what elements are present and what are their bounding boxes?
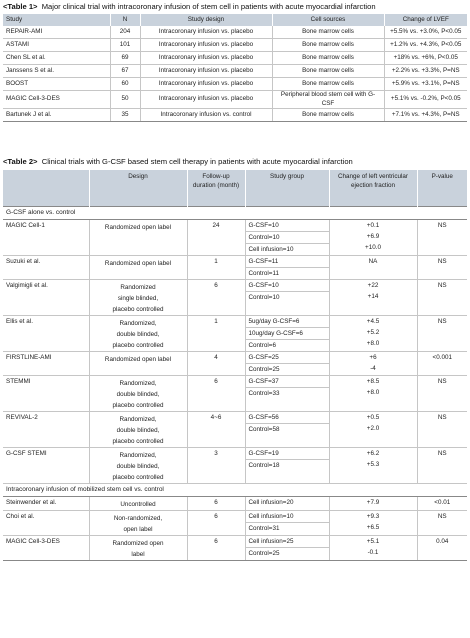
- table1: [3, 14, 467, 122]
- table-row: [3, 376, 467, 412]
- design-cell: [89, 280, 187, 316]
- table1-cell-lvef: +5.1% vs. -0.2%, P<0.05: [384, 91, 467, 109]
- table-row: [3, 91, 467, 109]
- study-group-cell: [245, 316, 329, 352]
- design-line: Randomized,: [119, 452, 157, 459]
- study-group-cell: [245, 511, 329, 536]
- lvef-change-cell: [329, 511, 417, 536]
- study-group-cell: [245, 280, 329, 316]
- table-row: [3, 220, 467, 256]
- study-group-item: Control=10: [246, 232, 329, 244]
- design-cell: [89, 511, 187, 536]
- lvef-change-value: +22: [367, 282, 379, 289]
- study-group-item: G-CSF=37: [246, 376, 329, 388]
- p-value: <0.001: [417, 352, 467, 376]
- lvef-change-cell: [329, 256, 417, 280]
- followup-duration: 6: [187, 497, 245, 511]
- design-line: Randomized,: [119, 380, 157, 387]
- study-name: Suzuki et al.: [3, 256, 89, 280]
- table1-cell-design: Intracoronary infusion vs. placebo: [140, 39, 272, 52]
- p-value: NS: [417, 280, 467, 316]
- table2: [3, 170, 467, 561]
- table1-cell-lvef: +5.5% vs. +3.0%, P<0.05: [384, 26, 467, 39]
- lvef-change-cell: [329, 412, 417, 448]
- lvef-change-cell: [329, 280, 417, 316]
- lvef-change-value: +8.5: [366, 378, 380, 385]
- p-value: NS: [417, 376, 467, 412]
- design-line: Randomized,: [119, 416, 157, 423]
- design-line: Randomized open label: [104, 224, 172, 231]
- study-group-item: Cell infusion=25: [246, 536, 329, 548]
- table1-header-source: Cell sources: [272, 14, 384, 26]
- table-row: [3, 412, 467, 448]
- table1-cell-study: Janssens S et al.: [3, 65, 110, 78]
- table1-cell-study: MAGIC Cell-3-DES: [3, 91, 110, 109]
- lvef-change-value: +14: [367, 293, 379, 300]
- lvef-change-value: +8.0: [366, 340, 380, 347]
- table-row: [3, 109, 467, 122]
- design-cell: [89, 376, 187, 412]
- table1-cell-design: Intracoronary infusion vs. placebo: [140, 91, 272, 109]
- table-row: [3, 497, 467, 511]
- lvef-change-cell: [329, 316, 417, 352]
- table1-cell-n: 60: [110, 78, 140, 91]
- design-cell: [89, 220, 187, 256]
- table1-cell-study: Bartunek J et al.: [3, 109, 110, 122]
- table-row: [3, 536, 467, 561]
- design-line: Randomized open: [112, 540, 164, 547]
- section-row: [3, 484, 467, 497]
- followup-duration: 24: [187, 220, 245, 256]
- lvef-change-value: +2.0: [366, 425, 380, 432]
- lvef-change-value: +0.5: [366, 414, 380, 421]
- table-row: [3, 78, 467, 91]
- design-line: double blinded,: [116, 331, 160, 338]
- design-cell: [89, 316, 187, 352]
- table-row: [3, 352, 467, 376]
- study-group-item: Control=11: [248, 270, 280, 277]
- study-group-item: Control=58: [248, 426, 280, 433]
- table1-cell-design: Intracoronary infusion vs. control: [140, 109, 272, 122]
- study-group-item: G-CSF=10: [246, 220, 329, 232]
- table-row: [3, 256, 467, 280]
- lvef-change-value: -0.1: [367, 549, 379, 556]
- table1-cell-study: BOOST: [3, 78, 110, 91]
- study-group-item: Control=18: [248, 462, 280, 469]
- followup-duration: 3: [187, 448, 245, 484]
- design-line: label: [131, 551, 145, 558]
- followup-duration: 6: [187, 376, 245, 412]
- design-line: placebo controlled: [112, 402, 164, 409]
- study-group-cell: [245, 256, 329, 280]
- table1-cell-lvef: +7.1% vs. +4.3%, P=NS: [384, 109, 467, 122]
- lvef-change-cell: [329, 536, 417, 561]
- design-line: Non-randomized,: [113, 515, 163, 522]
- study-group-item: G-CSF=56: [246, 412, 329, 424]
- lvef-change-value: -4: [370, 365, 376, 372]
- table1-cell-n: 101: [110, 39, 140, 52]
- table1-header-study: Study: [3, 14, 110, 26]
- table-row: [3, 448, 467, 484]
- table1-cell-source: Bone marrow cells: [272, 65, 384, 78]
- study-group-item: G-CSF=10: [246, 280, 329, 292]
- study-name: Valgimigli et al.: [3, 280, 89, 316]
- design-cell: [89, 497, 187, 511]
- table2-header-design: Design: [89, 170, 187, 207]
- study-group-cell: [245, 352, 329, 376]
- p-value: NS: [417, 412, 467, 448]
- study-name: FIRSTLINE-AMI: [3, 352, 89, 376]
- table-row: [3, 65, 467, 78]
- study-name: Ellis et al.: [3, 316, 89, 352]
- table1-cell-design: Intracoronary infusion vs. placebo: [140, 52, 272, 65]
- design-line: Randomized open label: [104, 356, 172, 363]
- table1-cell-source: Bone marrow cells: [272, 39, 384, 52]
- lvef-change-value: +5.1: [366, 538, 380, 545]
- table1-header-lvef: Change of LVEF: [384, 14, 467, 26]
- table1-cell-n: 67: [110, 65, 140, 78]
- lvef-change-value: +8.0: [366, 389, 380, 396]
- section-heading: G-CSF alone vs. control: [3, 207, 467, 220]
- table1-caption-text: Major clinical trial with intracoronary infusion of stem cell in patients with acute myocardial infarction: [41, 2, 376, 11]
- design-line: double blinded,: [116, 427, 160, 434]
- study-name: REVIVAL-2: [3, 412, 89, 448]
- table1-cell-source: Bone marrow cells: [272, 26, 384, 39]
- p-value: NS: [417, 220, 467, 256]
- study-group-cell: [245, 497, 329, 511]
- section-row: [3, 207, 467, 220]
- design-line: Randomized open label: [104, 260, 172, 267]
- lvef-change-value: +5.3: [366, 461, 380, 468]
- lvef-change-value: +6.2: [366, 450, 380, 457]
- design-line: placebo controlled: [112, 474, 164, 481]
- lvef-change-value: +5.2: [366, 329, 380, 336]
- lvef-change-value: +6: [369, 354, 377, 361]
- table1-cell-study: Chen SL et al.: [3, 52, 110, 65]
- table1-cell-design: Intracoronary infusion vs. placebo: [140, 78, 272, 91]
- design-line: double blinded,: [116, 391, 160, 398]
- table1-cell-design: Intracoronary infusion vs. placebo: [140, 65, 272, 78]
- design-cell: [89, 412, 187, 448]
- design-cell: [89, 536, 187, 561]
- table2-header-followup: Follow-up duration (month): [187, 170, 245, 207]
- table1-cell-lvef: +18% vs. +6%, P<0.05: [384, 52, 467, 65]
- study-group-item: Control=10: [248, 294, 280, 301]
- study-group-item: G-CSF=19: [246, 448, 329, 460]
- table-row: [3, 511, 467, 536]
- study-group-item: 5ug/day G-CSF=6: [246, 316, 329, 328]
- table2-caption: [3, 157, 353, 166]
- design-line: Randomized,: [119, 320, 157, 327]
- study-group-item: Cell infusion=10: [248, 246, 294, 253]
- study-group-item: Control=31: [248, 525, 280, 532]
- table1-header-row: [3, 14, 467, 26]
- table1-cell-design: Intracoronary infusion vs. placebo: [140, 26, 272, 39]
- study-name: G-CSF STEMI: [3, 448, 89, 484]
- study-group-cell: [245, 220, 329, 256]
- table-row: [3, 39, 467, 52]
- table1-header-n: N: [110, 14, 140, 26]
- table1-cell-source: Bone marrow cells: [272, 52, 384, 65]
- followup-duration: 4: [187, 352, 245, 376]
- study-name: STEMMI: [3, 376, 89, 412]
- design-line: placebo controlled: [112, 306, 164, 313]
- lvef-change-value: NA: [368, 258, 378, 265]
- p-value: NS: [417, 316, 467, 352]
- design-line: Uncontrolled: [120, 501, 156, 508]
- table2-caption-text: Clinical trials with G-CSF based stem cell therapy in patients with acute myocardial infarction: [41, 157, 353, 166]
- study-group-cell: [245, 536, 329, 561]
- followup-duration: 6: [187, 280, 245, 316]
- table1-caption-tag: <Table 1>: [3, 2, 38, 11]
- p-value: NS: [417, 256, 467, 280]
- p-value: NS: [417, 511, 467, 536]
- lvef-change-value: +0.1: [366, 222, 380, 229]
- table1-cell-n: 50: [110, 91, 140, 109]
- study-group-item: G-CSF=25: [246, 352, 329, 364]
- lvef-change-value: +6.9: [366, 233, 380, 240]
- design-cell: [89, 256, 187, 280]
- table1-cell-lvef: +2.2% vs. +3.3%, P=NS: [384, 65, 467, 78]
- p-value: 0.04: [417, 536, 467, 561]
- study-group-cell: [245, 412, 329, 448]
- p-value: NS: [417, 448, 467, 484]
- table1-caption: [3, 2, 376, 11]
- table2-header-change: Change of left ventricular ejection fraction: [329, 170, 417, 207]
- table1-cell-n: 204: [110, 26, 140, 39]
- section-heading: Intracoronary infusion of mobilized stem cell vs. control: [3, 484, 467, 497]
- table2-caption-tag: <Table 2>: [3, 157, 38, 166]
- table2-header-pvalue: P-value: [417, 170, 467, 207]
- study-group-item: Control=6: [248, 342, 276, 349]
- design-line: placebo controlled: [112, 342, 164, 349]
- table-row: [3, 26, 467, 39]
- lvef-change-cell: [329, 497, 417, 511]
- study-group-cell: [245, 376, 329, 412]
- followup-duration: 6: [187, 536, 245, 561]
- design-cell: [89, 448, 187, 484]
- design-line: single blinded,: [117, 295, 159, 302]
- study-group-item: Cell infusion=10: [246, 511, 329, 523]
- design-line: open label: [123, 526, 153, 533]
- lvef-change-cell: [329, 376, 417, 412]
- lvef-change-value: +6.5: [366, 524, 380, 531]
- study-name: MAGIC Cell-3-DES: [3, 536, 89, 561]
- table1-cell-study: ASTAMI: [3, 39, 110, 52]
- study-group-item: Control=25: [248, 366, 280, 373]
- table2-header-study: [3, 170, 89, 207]
- p-value: <0.01: [417, 497, 467, 511]
- lvef-change-cell: [329, 220, 417, 256]
- lvef-change-value: +4.5: [366, 318, 380, 325]
- study-group-item: G-CSF=11: [246, 256, 329, 268]
- table1-header-design: Study design: [140, 14, 272, 26]
- table1-cell-source: Peripheral blood stem cell with G-CSF: [272, 91, 384, 109]
- design-line: double blinded,: [116, 463, 160, 470]
- table1-cell-lvef: +5.9% vs. +3.1%, P=NS: [384, 78, 467, 91]
- design-cell: [89, 352, 187, 376]
- table-row: [3, 280, 467, 316]
- table-row: [3, 52, 467, 65]
- study-group-item: 10ug/day G-CSF=6: [246, 328, 329, 340]
- followup-duration: 1: [187, 256, 245, 280]
- followup-duration: 6: [187, 511, 245, 536]
- table1-cell-source: Bone marrow cells: [272, 109, 384, 122]
- design-line: Randomized: [120, 284, 156, 291]
- table1-cell-lvef: +1.2% vs. +4.3%, P<0.05: [384, 39, 467, 52]
- table1-cell-n: 35: [110, 109, 140, 122]
- study-group-item: Control=33: [248, 390, 280, 397]
- followup-duration: 1: [187, 316, 245, 352]
- design-line: placebo controlled: [112, 438, 164, 445]
- lvef-change-value: +9.3: [366, 513, 380, 520]
- table2-header-group: Study group: [245, 170, 329, 207]
- study-group-item: Control=25: [248, 550, 280, 557]
- lvef-change-cell: [329, 352, 417, 376]
- study-name: MAGIC Cell-1: [3, 220, 89, 256]
- table1-cell-n: 69: [110, 52, 140, 65]
- table1-cell-source: Bone marrow cells: [272, 78, 384, 91]
- study-name: Choi et al.: [3, 511, 89, 536]
- study-group-item: Cell infusion=20: [248, 499, 294, 506]
- table2-header-row: [3, 170, 467, 207]
- table1-cell-study: REPAIR-AMI: [3, 26, 110, 39]
- lvef-change-cell: [329, 448, 417, 484]
- followup-duration: 4~6: [187, 412, 245, 448]
- table-row: [3, 316, 467, 352]
- lvef-change-value: +10.0: [365, 244, 381, 251]
- study-name: Steinwender et al.: [3, 497, 89, 511]
- lvef-change-value: +7.9: [366, 499, 380, 506]
- study-group-cell: [245, 448, 329, 484]
